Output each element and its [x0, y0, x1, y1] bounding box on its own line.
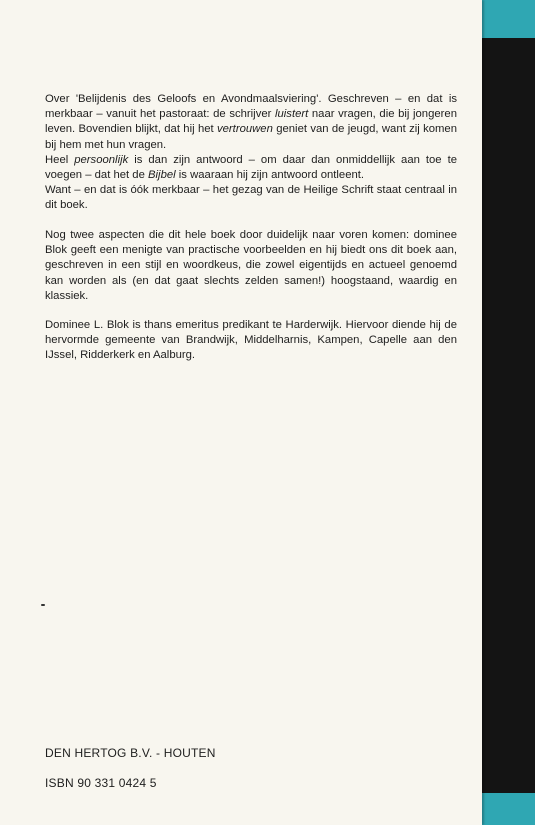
emphasis-bible: Bijbel: [148, 169, 176, 182]
text-segment: naar vragen, die bij jongeren leven. Bovendien blijkt, dat hij het: [45, 108, 457, 136]
emphasis-trust: vertrouwen: [216, 123, 273, 136]
isbn-line: ISBN 90 331 0424 5: [45, 776, 157, 790]
aspects-paragraph: [45, 228, 457, 304]
author-paragraph: [45, 318, 457, 364]
aspects-text: Nog twee aspecten die dit hele boek door duidelijk naar voren komen: dominee Blok geeft een menigte van practische voorbeelden en hij biedt ons dit boek aan, geschreven in een stijl en woordkeus, die zowel eigentijds en actueel genoemd kan worden als (en dat gaat slechts zelden samen!) hoogstaand, waardig en klassiek.: [45, 229, 457, 302]
text-segment: is dan zijn antwoord – om daar dan onmiddellijk aan toe te voegen – dat het de: [45, 153, 458, 182]
intro-text-2: [45, 153, 457, 183]
intro-text-1: [45, 92, 457, 153]
text-segment: Over 'Belijdenis des Geloofs en Avondmaalsviering'. Geschreven – en dat is merkbaar – vanuit het pastoraat: de schrijver: [45, 93, 457, 121]
spine-accent-bottom: [480, 793, 535, 825]
intro-paragraph: [45, 92, 457, 214]
publisher-line: DEN HERTOG B.V. - HOUTEN: [45, 746, 216, 760]
emphasis-listens: luistert: [275, 108, 309, 121]
book-spine: [480, 0, 535, 825]
print-speck: [41, 604, 45, 606]
emphasis-personal: persoonlijk: [74, 153, 129, 166]
author-text: Dominee L. Blok is thans emeritus predikant te Harderwijk. Hiervoor diende hij de hervormde gemeente van Brandwijk, Middelharnis, Kampen, Capelle aan den IJssel, Ridderkerk en Aalburg.: [45, 319, 457, 362]
text-segment: geniet van de jeugd, want zij komen bij hem met hun vragen.: [45, 123, 457, 151]
text-segment: Heel: [45, 153, 75, 166]
text-segment: is waaraan hij zijn antwoord ontleent.: [175, 169, 365, 182]
intro-text-3: Want – en dat is óók merkbaar – het gezag van de Heilige Schrift staat centraal in dit boek.: [45, 184, 457, 212]
spine-accent-top: [480, 0, 535, 38]
